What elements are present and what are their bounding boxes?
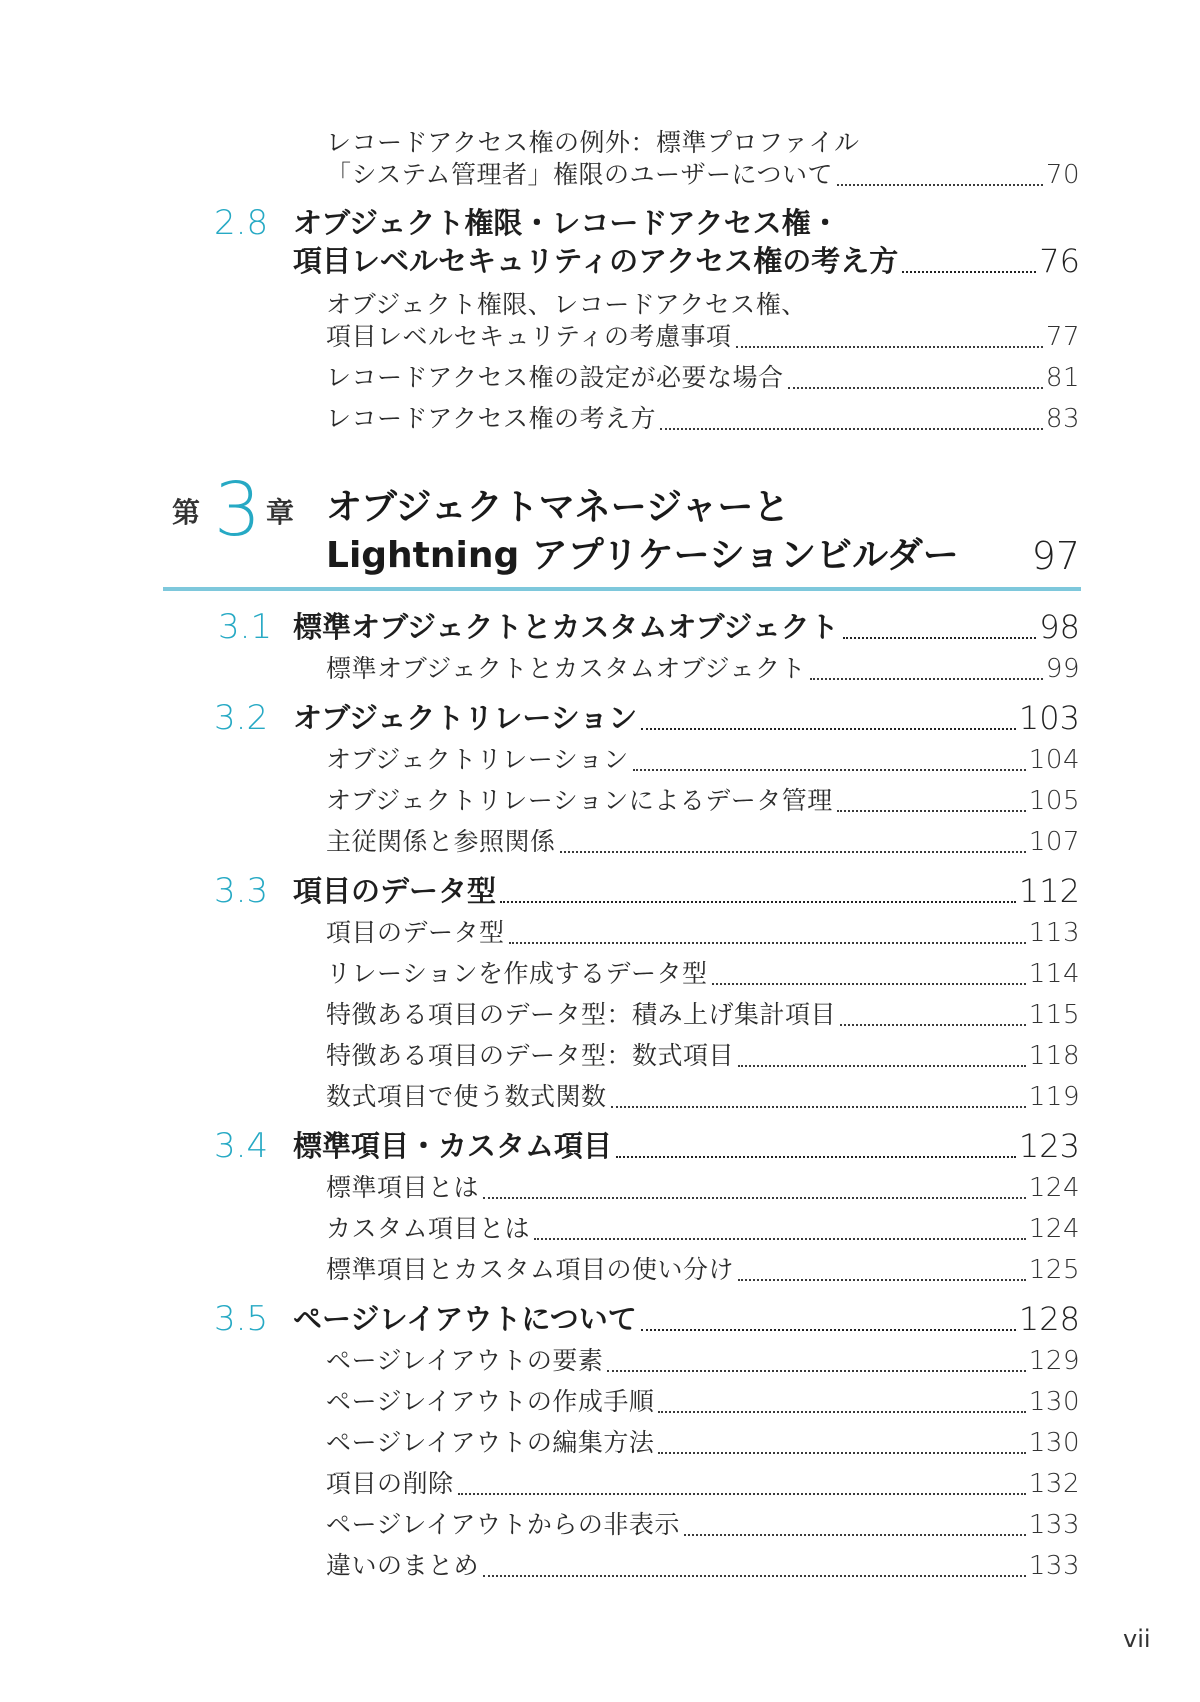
toc-entry-label: オブジェクトリレーション — [326, 745, 629, 774]
dot-leader — [658, 1452, 1025, 1454]
dot-leader — [736, 346, 1043, 348]
toc-entry-label: 標準項目とカスタム項目の使い分け — [326, 1255, 735, 1284]
page-number: 129 — [1028, 1346, 1080, 1376]
section-entry[interactable] — [293, 1126, 1080, 1166]
page-number: 133 — [1028, 1510, 1080, 1540]
toc-entry-label: 項目のデータ型 — [326, 918, 505, 947]
toc-entry[interactable] — [326, 361, 1080, 395]
toc-entry[interactable] — [326, 1212, 1080, 1246]
toc-entry-line: レコードアクセス権の例外：標準プロファイル — [326, 128, 860, 157]
dot-leader — [509, 942, 1026, 944]
page-number: 105 — [1028, 786, 1080, 816]
chapter-suffix: 章 — [266, 496, 295, 529]
toc-entry[interactable] — [326, 916, 1080, 950]
chapter-title-line2: Lightning アプリケーションビルダー — [326, 535, 959, 576]
section-entry[interactable] — [293, 698, 1080, 738]
section-title: オブジェクトリレーション — [293, 701, 638, 735]
page-number: 112 — [1018, 872, 1080, 910]
dot-leader — [738, 1279, 1026, 1281]
toc-entry-label: レコードアクセス権の考え方 — [326, 404, 657, 433]
section-title: 標準オブジェクトとカスタムオブジェクト — [293, 610, 839, 644]
dot-leader — [500, 901, 1016, 903]
dot-leader — [810, 678, 1043, 680]
dot-leader — [483, 1197, 1026, 1199]
section-number: 3.4 — [214, 1126, 269, 1166]
section-entry[interactable] — [293, 871, 1080, 911]
section-title: 項目レベルセキュリティのアクセス権の考え方 — [293, 244, 899, 278]
chapter-page-number: 97 — [1031, 534, 1080, 578]
section-entry[interactable] — [293, 241, 1080, 281]
toc-entry[interactable] — [326, 320, 1080, 354]
page-number: 107 — [1028, 827, 1080, 857]
toc-entry-label: 標準項目とは — [326, 1173, 480, 1202]
toc-entry-label: レコードアクセス権の設定が必要な場合 — [326, 363, 784, 392]
dot-leader — [458, 1493, 1026, 1495]
section-number: 3.1 — [218, 607, 273, 647]
section-title: ページレイアウトについて — [293, 1302, 637, 1336]
section-title: 標準項目・カスタム項目 — [293, 1129, 613, 1163]
page-number: 104 — [1028, 745, 1080, 775]
section-number: 2.8 — [214, 203, 269, 243]
toc-entry-label: カスタム項目とは — [326, 1214, 531, 1243]
toc-entry[interactable] — [326, 957, 1080, 991]
page-number: 124 — [1028, 1173, 1080, 1203]
dot-leader — [684, 1534, 1026, 1536]
toc-entry[interactable] — [326, 402, 1080, 436]
dot-leader — [633, 769, 1026, 771]
dot-leader — [607, 1370, 1025, 1372]
dot-leader — [660, 428, 1043, 430]
folio-page-number: vii — [1123, 1625, 1151, 1653]
section-number: 3.2 — [214, 698, 269, 738]
toc-entry[interactable] — [326, 1426, 1080, 1460]
section-entry[interactable] — [293, 1299, 1080, 1339]
dot-leader — [712, 983, 1026, 985]
page-number: 99 — [1045, 654, 1080, 684]
toc-entry[interactable] — [326, 652, 1080, 686]
toc-entry[interactable] — [326, 1467, 1080, 1501]
toc-entry[interactable] — [326, 1385, 1080, 1419]
dot-leader — [560, 851, 1026, 853]
page-number: 77 — [1045, 322, 1080, 352]
section-title: 項目のデータ型 — [293, 874, 497, 908]
page-number: 125 — [1028, 1255, 1080, 1285]
page-number: 132 — [1028, 1469, 1080, 1499]
toc-entry-label: 項目の削除 — [326, 1469, 454, 1498]
toc-entry-label: 主従関係と参照関係 — [326, 827, 556, 856]
dot-leader — [534, 1238, 1026, 1240]
dot-leader — [843, 637, 1037, 639]
chapter-prefix: 第 — [172, 496, 201, 529]
page-number: 70 — [1045, 160, 1080, 190]
toc-entry-label: 特徴ある項目のデータ型：数式項目 — [326, 1041, 735, 1070]
page-number: 118 — [1028, 1041, 1080, 1071]
toc-entry-label: 数式項目で使う数式関数 — [326, 1082, 607, 1111]
dot-leader — [641, 728, 1016, 730]
page-number: 98 — [1039, 608, 1080, 646]
chapter-divider — [163, 587, 1081, 591]
dot-leader — [658, 1411, 1025, 1413]
dot-leader — [837, 184, 1043, 186]
dot-leader — [641, 1329, 1016, 1331]
toc-entry-label: 特徴ある項目のデータ型：積み上げ集計項目 — [326, 1000, 837, 1029]
toc-entry[interactable] — [326, 1080, 1080, 1114]
dot-leader — [738, 1065, 1026, 1067]
dot-leader — [483, 1575, 1026, 1577]
page-number: 114 — [1028, 959, 1080, 989]
toc-entry-label: ページレイアウトからの非表示 — [326, 1510, 680, 1539]
dot-leader — [840, 1024, 1026, 1026]
toc-entry[interactable] — [326, 743, 1080, 777]
page-number: 133 — [1028, 1551, 1080, 1581]
toc-entry[interactable] — [326, 1508, 1080, 1542]
toc-entry-line: オブジェクト権限、レコードアクセス権、 — [326, 290, 807, 319]
page-number: 123 — [1018, 1127, 1080, 1165]
toc-entry[interactable] — [326, 1344, 1080, 1378]
toc-entry-label: ページレイアウトの作成手順 — [326, 1387, 655, 1416]
page-number: 128 — [1018, 1300, 1080, 1338]
page-number: 130 — [1028, 1428, 1080, 1458]
chapter-number: 3 — [214, 467, 262, 553]
toc-entry[interactable] — [326, 998, 1080, 1032]
dot-leader — [837, 810, 1026, 812]
toc-entry[interactable] — [326, 1253, 1080, 1287]
toc-entry-label: ページレイアウトの要素 — [326, 1346, 604, 1375]
chapter-title-line1: オブジェクトマネージャーと — [326, 487, 790, 528]
page-number: 119 — [1028, 1082, 1080, 1112]
dot-leader — [616, 1156, 1016, 1158]
dot-leader — [788, 387, 1043, 389]
section-number: 3.3 — [214, 871, 269, 911]
toc-entry[interactable] — [326, 1171, 1080, 1205]
toc-entry-label: リレーションを作成するデータ型 — [326, 959, 708, 988]
dot-leader — [611, 1106, 1026, 1108]
toc-entry-label: 違いのまとめ — [326, 1551, 480, 1580]
dot-leader — [902, 271, 1036, 273]
page-number: 83 — [1045, 404, 1080, 434]
section-entry[interactable] — [293, 607, 1080, 647]
page-number: 76 — [1039, 242, 1080, 280]
section-number: 3.5 — [214, 1299, 269, 1339]
page-number: 81 — [1045, 363, 1080, 393]
page-number: 113 — [1028, 918, 1080, 948]
toc-entry[interactable] — [326, 1039, 1080, 1073]
page-number: 130 — [1028, 1387, 1080, 1417]
toc-entry[interactable] — [326, 784, 1080, 818]
section-title-line: オブジェクト権限・レコードアクセス権・ — [293, 206, 840, 240]
page-number: 124 — [1028, 1214, 1080, 1244]
toc-entry-label: オブジェクトリレーションによるデータ管理 — [326, 786, 833, 815]
toc-entry[interactable] — [326, 1549, 1080, 1583]
toc-entry[interactable] — [326, 158, 1080, 192]
page-number: 115 — [1028, 1000, 1080, 1030]
toc-entry-label: 項目レベルセキュリティの考慮事項 — [326, 322, 732, 351]
toc-entry-label: 「システム管理者」権限のユーザーについて — [326, 160, 834, 189]
toc-entry-label: 標準オブジェクトとカスタムオブジェクト — [326, 654, 807, 683]
toc-entry[interactable] — [326, 825, 1080, 859]
toc-entry-label: ページレイアウトの編集方法 — [326, 1428, 655, 1457]
page-number: 103 — [1018, 699, 1080, 737]
